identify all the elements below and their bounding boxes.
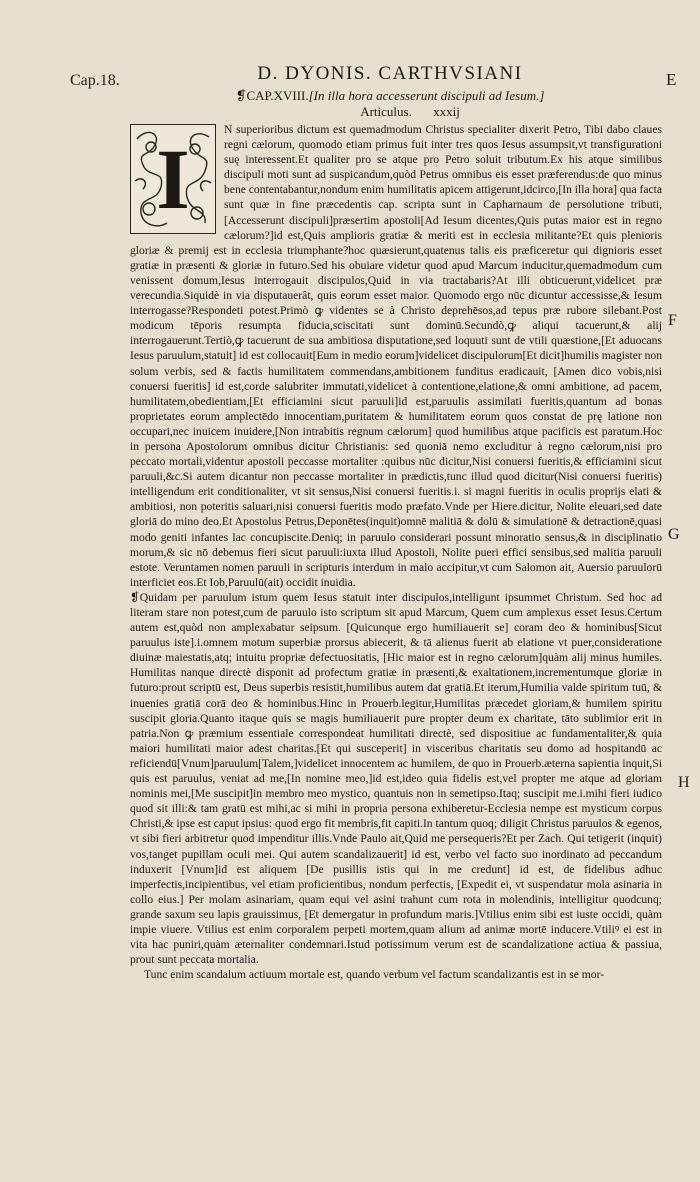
chapter-heading (150, 88, 630, 104)
running-title: D. DYONIS. CARTHVSIANI (257, 63, 523, 84)
paragraph-3: Tunc enim scandalum actiuum mortale est, quando verbum vel factum scandalizantis est in se mor- (144, 968, 605, 982)
drop-cap-letter: I (156, 131, 190, 227)
margin-letter-g: G (668, 526, 680, 543)
chapter-margin-label: Cap.18. (70, 72, 120, 89)
decorated-initial (130, 124, 216, 234)
page-header (150, 62, 630, 120)
chapter-heading-prefix: ❡CAP.XVIII. (235, 88, 309, 103)
body-text (130, 122, 662, 982)
paragraph-2: ❡Quidam per paruulum istum quem Iesus statuit inter discipulos,intelligunt ipsummet Christum. Sed hoc ad literam stare non potest,cum de paruulo isto scriptum sit apud Marcum, Quem cum amplexus esset Iesus.Certum autem est,quòd non amplexabatur seipsum. [Quicunque ergo humiliauerit se] coram deo & hominibus[Sicut paruulus iste].i.omnem motum superbiæ prorsus abiecerit, & tā alienus fuerit ab elatione vt puer,consideratione diuinæ maiestatis,atq; intuitu propriæ defectuositatis, [Hic maior est in regno cælorum]quàm alij minus humiles. Humilitas nanque directè disponit ad profectum gratiæ in præsenti,& exaltationem,incrementumque gloriæ in futuro:prout scriptū est, Deus superbis resistit,humilibus autem dat gratiā.Et iterum,Humilia valde spiritum tuū, & inuenies gratiā corā deo & hominibus.Hinc in Prouerb.legitur,Humilitas præcedet gloriam,& humilem spiritu suscipit gloria.Quanto itaque quis se magis humiliauerit pure propter deum ex charitate, tāto sublimior erit in patria.Non ꝙ præmium essentiale correspondeat humilitati directè, sed dispositiue ac fundamentaliter,& quia maiori humilitati maior adest charitas.[Et qui susceperit] in visceribus charitatis seu domo ad hospitandū ac reficiendū[Vnum]paruulum[Talem,]videlicet innocentem ac humilem, de quo in Prouerb.æterna sapientia inquit,Si quis est paruulus, veniat ad me,[In nomine meo,]id est,ideo quia fidelis est,vel propter me atque ad gloriam nominis mei,[Me suscipit]in membro meo mystico, quantuis non in semetipso.Itaq; suscipit me.i.mihi fieri iudico quod sit illi:& tam gratū est mihi,ac si mihi in propria persona exhiberetur-Ecclesia nempe est mysticum corpus Christi,& ipse est caput ipsius: quod ergo fit membris,fit capiti.In tantum quoq; diligit Christus paruulos & egenos, vt sibi fieri arbitretur quod impenditur illis.Vnde Paulo ait,Quid me persequeris?Et per Zach. Qui tetigerit (inquit) vos,tanget pupillam oculi mei. Qui autem scandalizauerit] id est, verbo vel facto suo inordinato ad peccandum induxerit [Vnum]id est aliquem [De pusillis istis qui in me credunt] id est, de fidelibus adhuc imperfectis,incipientibus, vel etiam proficientibus, nondum perfectis, [Expedit ei, vt suspendatur mola asinaria in collo eius.] Per molam asinariam, quam equi vel asini trahunt cum rota in molendinis, intelligitur quodcunq; grande saxum seu lapis grauissimus, [Et demergatur in profundum maris.]Vtilius enim sibi est iuste occidi, quàm impie viuere. Vtilius est enim corporalem perpeti mortem,quam alium ad animæ mortē inducere.Vtiliꝰ ei est in vita hac puniri,quàm æternaliter condemnari.Istud potissimum verum est de scandalizatione actiua & passiua, prout sunt peccata mortalia. (130, 590, 662, 967)
paragraph-1: N superioribus dictum est quemadmodum Christus specialiter dixerit Petro, Tibi dabo claues regni cælorum, quomodo etiam primus fuit inter tres quos Iesus assumpsit,vt transfigurationi suę interessent.Et qualiter pro se atque pro Petro soluit tributum.Ex his atque similibus discipuli moti sunt ad suspicandum,quòd Petrus omnibus eis esset præferendus:de quo minus bene contentabantur,nondum enim humilitatis apicem attigerunt,idcirco,[In illa hora] qua facta sunt quæ in fine præcedentis cap. scripta sunt in Capharnaum de persolutione tributi,[Accesserunt discipuli]præsertim apostoli[Ad Iesum dicentes,Quis putas maior est in regno cælorum?]id est,Quis amplioris gratiæ & meriti est in ecclesia militante?Et quis plenioris gloriæ & premij est in ecclesia triumphante?hoc quæsierunt,quatenus talis eis præficeretur qui dignioris esset gratiæ in præsenti & gloriæ in futuro.Sed his obuiare videtur quod apud Marcum inducitur,quemadmodum cum venissent domum,Iesus interrogauit discipulos,Quid in via tractabaris?At illi obticuerunt,videlicet præ verecundia.Siquidè in via disputauerât, quis eorum esset maior. Quomodo ergo nūc dicuntur accessisse,& Iesum interrogasse?Respondeti potest.Primò ꝙ videntes se à Christo deprehēsos,ad tepus præ rubore silebant.Post modicum tēporis resumpta fiducia,sciscitati sunt dominū.Secundò,ꝙ aliqui tacuerunt,& alij interrogauerunt.Tertiò,ꝙ tacuerunt de sua ambitiosa disputatione,sed loquuti sunt de vtili quæstione,[Et aduocans Iesus paruulum,statuit] id est collocauit[Eum in medio eorum]videlicet discipulorum[Et dicit]humilis magister non solum verbis, sed & factis humilitatem commendans,ambitionem funditus eradicauit, [Amen dico vobis,nisi conuersi fueritis] id est,corde salubriter immutati,videlicet à contentione,elatione,& omni ambitione, ad pacem, humilitatem,obedientiam,[Et efficiamini sicut paruuli]id est,paruulis assimilati fueritis,quantum ad bonas proprietates eorum amplectēdo innocentiam,puritatem & humilitatem eorum quos constat de prę latione non occupari,nec inuicem inuidere,[Non intrabitis regnum cælorum] quod humilibus atque pacificis est paratum.Hoc in persona Apostolorum omnibus dicitur Christianis: sed quoniā nemo excluditur à regno cælorum,nisi pro peccato mortali,videntur apostoli peccasse mortaliter :quibus nūc dicitur,Nisi conuersi fueritis,& efficiamini sicut paruuli,&c.Si autem dicantur non peccasse mortaliter in prædictis,tunc illud quod dicitur(Nisi conuersi fueritis) intelligendum erit conditionaliter, vt sit sensus,Nisi conuersi fueritis.i. si magni fueritis in oculis proprijs elati & ambitiosi, non poteritis saluari,nisi conuersi fueritis modo præfato.Vnde per Hiere.dicitur, Nolite eleuari,sed date gloriā do mino deo.Et Apostolus Petrus,Deponētes(inquit)omnē malitiā & dolū & simulationē & detractionē,quasi modo geniti infantes lac concupiscite.Deniq; in paruulo considerari possunt minoratio sensus,& in disciplinatio morum,& sic nō debemus fieri sicut paruuli:iuxta illud Apostoli, Nolite pueri effici sensibus,sed malitia paruuli estote. Veruntamen nomen paruuli in scripturis interdum in malo accipitur,vt cum Salomon ait, Auersio paruulorū interficiet eos.Et Iob,Paruulū(ait) occidit inuidia. (130, 123, 663, 589)
margin-letter-h: H (678, 774, 690, 791)
signature-letter: E (666, 70, 677, 89)
articulus-line (190, 104, 630, 120)
articulus-label: Articulus. (360, 104, 412, 119)
articulus-number: xxxij (433, 104, 460, 119)
chapter-heading-quote: [In illa hora accesserunt discipuli ad Iesum.] (308, 88, 545, 103)
margin-letter-f: F (668, 312, 677, 329)
